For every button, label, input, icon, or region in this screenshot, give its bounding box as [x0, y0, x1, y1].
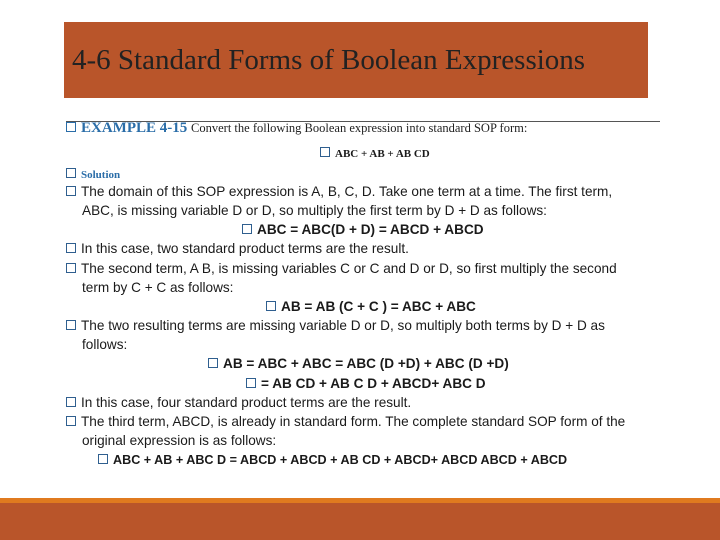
text-line-6b: original expression is as follows: [82, 433, 277, 448]
equation-5-row [98, 452, 567, 468]
solution-row [66, 166, 120, 183]
example-expression-row [320, 145, 430, 162]
text-line-1a: The domain of this SOP expression is A, B, C, D. Take one term at a time. The first term, [66, 184, 612, 200]
bullet-icon [66, 122, 76, 132]
text-line-4a: The two resulting terms are missing variable D or D, so multiply both terms by D + D as [66, 318, 605, 334]
equation-2: AB = AB (C + C ) = ABC + ABC [281, 299, 476, 314]
example-expression: ABC + AB + AB CD [335, 148, 430, 160]
text-line-5: In this case, four standard product terms are the result. [66, 395, 411, 411]
equation-1-row [242, 222, 484, 238]
bullet-icon [246, 378, 256, 388]
solution-label: Solution [81, 169, 121, 181]
equation-3-row [208, 356, 509, 372]
bullet-icon [66, 397, 76, 407]
text-line-3a: The second term, A B, is missing variables C or C and D or D, so first multiply the second [66, 261, 617, 277]
text-line-1b: ABC, is missing variable D or D, so multiply the first term by D + D as follows: [82, 203, 547, 218]
bullet-icon [320, 147, 330, 157]
title-bar [64, 22, 648, 98]
text-line-2: In this case, two standard product terms are the result. [66, 241, 409, 257]
equation-3: AB = ABC + ABC = ABC (D +D) + ABC (D +D) [223, 356, 509, 371]
example-label: EXAMPLE 4-15 [81, 120, 188, 136]
bullet-icon [66, 263, 76, 273]
equation-2-row [266, 299, 476, 315]
bullet-icon [66, 186, 76, 196]
equation-4-row [246, 376, 486, 392]
equation-4: = AB CD + AB C D + ABCD+ ABC D [261, 376, 486, 391]
text-line-6a: The third term, ABCD, is already in standard form. The complete standard SOP form of the [66, 414, 625, 430]
equation-5: ABC + AB + ABC D = ABCD + ABCD + AB CD + ABCD+ ABCD ABCD + ABCD [113, 453, 568, 467]
text-line-3b: term by C + C as follows: [82, 280, 234, 295]
bullet-icon [208, 358, 218, 368]
example-row [66, 120, 527, 136]
bullet-icon [266, 301, 276, 311]
bullet-icon [66, 243, 76, 253]
bullet-icon [66, 416, 76, 426]
example-prompt: Convert the following Boolean expression into standard SOP form: [191, 121, 528, 135]
bullet-icon [242, 224, 252, 234]
bullet-icon [98, 454, 108, 464]
footer-bar [0, 503, 720, 540]
page-title: 4-6 Standard Forms of Boolean Expressions [72, 44, 586, 76]
text-line-4b: follows: [82, 337, 128, 352]
bullet-icon [66, 168, 76, 178]
equation-1: ABC = ABC(D + D) = ABCD + ABCD [257, 222, 484, 237]
bullet-icon [66, 320, 76, 330]
